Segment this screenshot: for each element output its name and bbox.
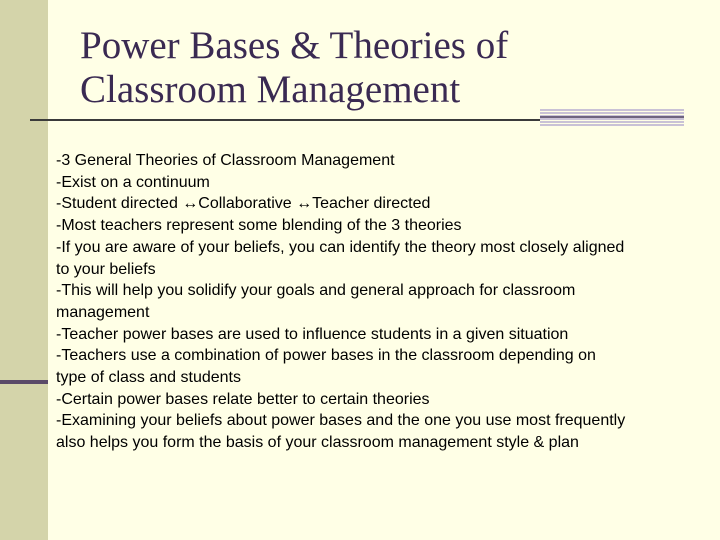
body-line: management [56, 303, 150, 321]
body-line: -Teachers use a combination of power bases in the classroom depending on [56, 347, 596, 365]
title-accent-bar [540, 109, 684, 126]
slide-title-line-2: Classroom Management [80, 68, 461, 111]
body-line: -Certain power bases relate better to certain theories [56, 390, 430, 408]
title-underline-rule [30, 119, 540, 121]
body-line: -Teacher power bases are used to influence students in a given situation [56, 325, 569, 343]
body-line: -Most teachers represent some blending of the 3 theories [56, 217, 462, 235]
body-line: to your beliefs [56, 260, 156, 278]
body-line: -This will help you solidify your goals and general approach for classroom [56, 282, 576, 300]
body-line: -3 General Theories of Classroom Management [56, 152, 395, 169]
body-line: type of class and students [56, 369, 241, 387]
slide-title-line-1: Power Bases & Theories of [80, 24, 509, 67]
body-line: -Examining your beliefs about power bases and the one you use most frequently [56, 412, 626, 430]
body-line: also helps you form the basis of your classroom management style & plan [56, 434, 579, 452]
slide-body [56, 150, 706, 454]
body-line: -If you are aware of your beliefs, you can identify the theory most closely aligned [56, 238, 625, 256]
left-accent-stripe [0, 380, 48, 384]
slide-title [80, 24, 680, 112]
body-line: -Exist on a continuum [56, 173, 210, 191]
body-line: -Student directed ↔Collaborative ↔Teacher directed [56, 195, 431, 213]
left-decorative-band [0, 0, 48, 540]
